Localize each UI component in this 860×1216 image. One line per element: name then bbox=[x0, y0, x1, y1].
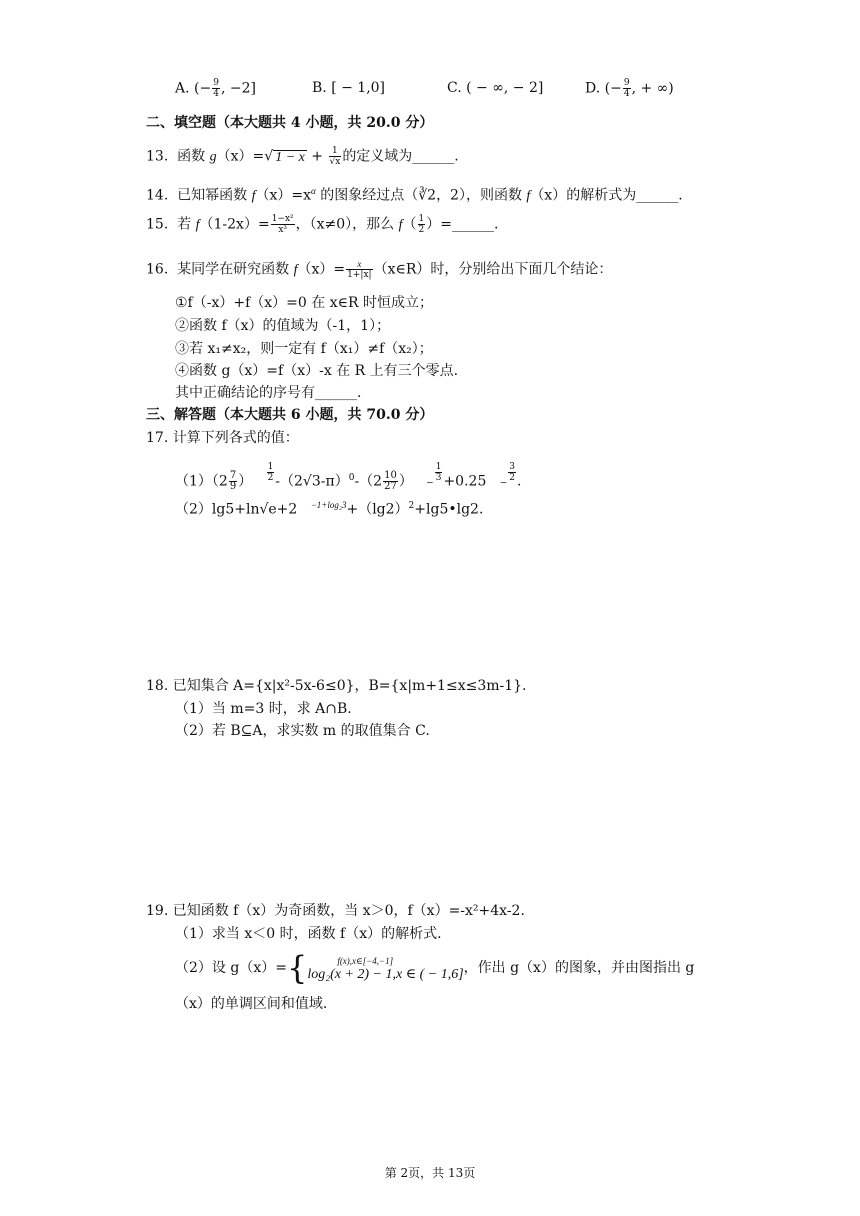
q16-item-2: ②函数 f（x）的值域为（-1，1）； bbox=[175, 318, 391, 334]
question-18: 18. 已知集合 A={x|x²-5x-6≤0}，B={x|m+1≤x≤3m-1}. bbox=[146, 678, 527, 694]
q19-part-1: （1）求当 x＜0 时，函数 f（x）的解析式. bbox=[175, 926, 442, 942]
question-14: 14. 已知幂函数 $f(x)=x^\alpha$ 的图象经过点（∛2，2），则函数 f（x）的解析式为______. bbox=[146, 186, 683, 204]
choice-d: D. (− $\frac{9}{4}$ , + ∞) bbox=[585, 78, 674, 99]
question-16: 16. 某同学在研究函数 f（x）= $\frac{x}{1+|x|}$ （x∈R）时，分别给出下面几个结论： bbox=[146, 259, 613, 280]
section-heading-solutions: 三、解答题（本大题共 6 小题，共 70.0 分） bbox=[146, 407, 434, 423]
q16-item-1: ①f（-x）+f（x）=0 在 x∈R 时恒成立； bbox=[175, 295, 433, 311]
q16-item-3: ③若 x₁≠x₂，则一定有 f（x₁）≠f（x₂）； bbox=[175, 341, 433, 357]
piecewise-brace: { bbox=[286, 949, 308, 987]
q18-part-1: （1）当 m=3 时，求 A∩B. bbox=[175, 701, 352, 717]
question-15: 15. 若 f（1-2x）= $\frac{\text{1−x²}}{\text{x³}}$ ，（x≠0），那么 f（ $\frac{1}{2}$ ）=______. bbox=[146, 214, 499, 235]
q17-part-2: （2）lg5+ln√e+2 $^{-1+log_23}+(\lg 2)^2+\lg 5•\lg 2$. bbox=[175, 500, 484, 518]
q18-part-2: （2）若 B⊆A，求实数 m 的取值集合 C. bbox=[175, 723, 430, 739]
question-17: 17. 计算下列各式的值： bbox=[146, 430, 299, 446]
section-heading-fill-in: 二、填空题（本大题共 4 小题，共 20.0 分） bbox=[146, 115, 434, 131]
q16-item-4: ④函数 g（x）=f（x）-x 在 R 上有三个零点. bbox=[175, 363, 459, 379]
question-13: 13. 函数 g（x）=√ 1 − x + $\frac{1}{√x}$ 的定义域为______. bbox=[146, 146, 459, 167]
question-19: 19. 已知函数 f（x）为奇函数，当 x＞0，f（x）=-x²+4x-2. bbox=[146, 903, 525, 919]
q17-part-1: （1）（2 $\frac{7}{9}$ ） $\frac{1}{2}$ $-(2√3-\pi)^0-(2$ $\frac{10}{27}$ ） − $\frac{1}{3}$ +0.25 − $\frac{3}{2}$ . bbox=[175, 462, 522, 493]
choice-a: A. (− $\frac{9}{4}$ , −2] bbox=[175, 78, 256, 99]
q16-ask: 其中正确结论的序号有______. bbox=[175, 385, 362, 401]
choice-b: B. [ − 1,0] bbox=[312, 80, 386, 96]
q19-part-2-cont: （x）的单调区间和值域. bbox=[175, 996, 328, 1012]
choice-c: C. ( − ∞, − 2] bbox=[447, 80, 544, 96]
page-footer: 第 2页，共 13页 bbox=[384, 1166, 476, 1180]
q19-part-2: （2）设 g（x）={ f(x),x∈[−4,−1] log₂(x + 2) − 1,x ∈ ( − 1,6] ，作出 g（x）的图象，并由图指出 g bbox=[175, 949, 695, 987]
